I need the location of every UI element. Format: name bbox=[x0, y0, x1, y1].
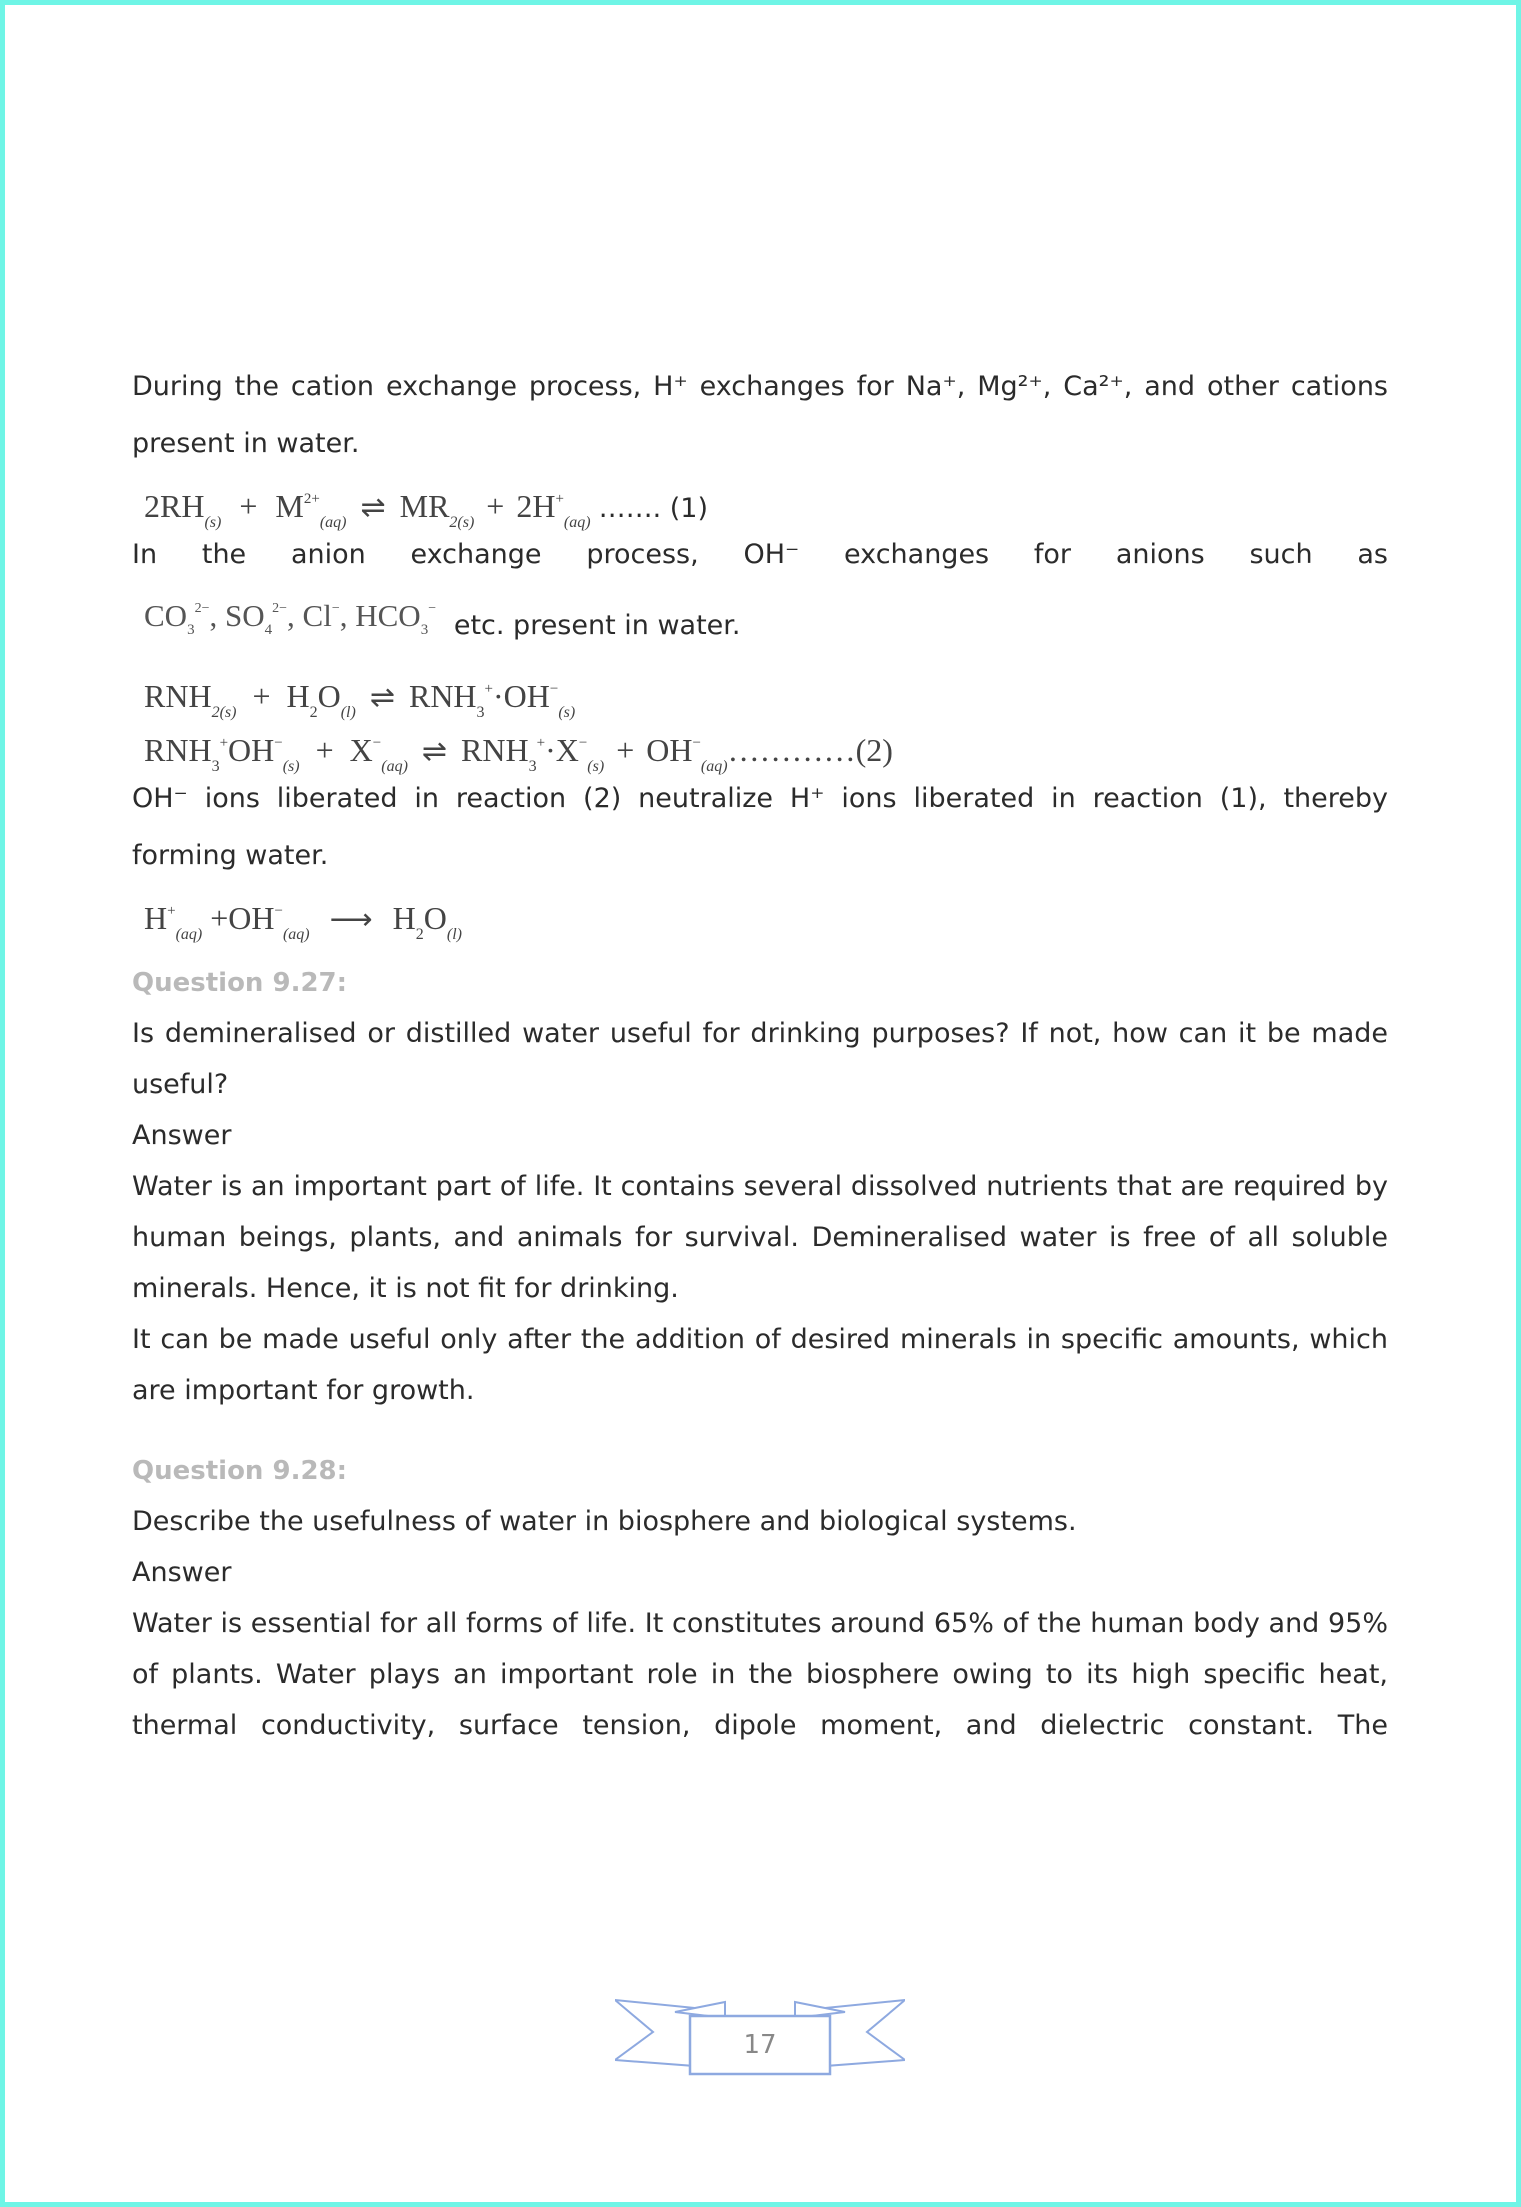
ion-sub: 4 bbox=[264, 622, 273, 638]
eq-charge: + bbox=[484, 681, 493, 697]
question-text: Is demineralised or distilled water useful for drinking purposes? If not, how can it be made useful? bbox=[132, 1018, 1388, 1100]
eq1-charge: 2+ bbox=[303, 491, 320, 507]
eq-state: (s) bbox=[558, 704, 576, 721]
ion-co3: CO bbox=[144, 598, 188, 633]
ion-cl: Cl bbox=[302, 598, 332, 633]
eq-sub: 3 bbox=[211, 758, 220, 775]
answer-paragraph: Water is an important part of life. It contains several dissolved nutrients that are required by human beings, plants, and animals for survival. Demineralised water is free of all soluble minerals. Hence, it is not fit for drinking. bbox=[132, 1171, 1388, 1304]
eq-state: (aq) bbox=[700, 758, 728, 775]
eq1-term: M bbox=[275, 488, 304, 524]
document-content bbox=[132, 358, 1388, 1751]
answer-paragraph: Water is essential for all forms of life. It constitutes around 65% of the human body and 95% of plants. Water plays an important role in the biosphere owing to its high specific heat, thermal conductivity, surface tension, dipole moment, and dielectric constant. The bbox=[132, 1608, 1388, 1741]
eq-charge: − bbox=[578, 735, 588, 751]
eq-plus: + bbox=[616, 732, 635, 768]
ion-sup: − bbox=[331, 601, 340, 616]
anion-list-line bbox=[132, 583, 1388, 656]
eq-plus: + bbox=[210, 900, 229, 936]
eq-charge: − bbox=[692, 735, 701, 751]
eq-charge: + bbox=[219, 735, 229, 751]
eq1-state: (aq) bbox=[319, 514, 347, 531]
cation-exchange-paragraph: During the cation exchange process, H⁺ exchanges for Na⁺, Mg²⁺, Ca²⁺, and other cations present in water. bbox=[132, 371, 1388, 459]
eq-state: (aq) bbox=[282, 926, 310, 943]
eq-term: ·OH bbox=[493, 678, 550, 714]
question-block bbox=[132, 1446, 1388, 1751]
page-number: 17 bbox=[743, 2030, 777, 2060]
ion-sup: 2− bbox=[272, 601, 288, 616]
eq-term: RNH bbox=[408, 678, 477, 714]
eq-term: RNH bbox=[144, 678, 212, 714]
ion-sub: 3 bbox=[187, 622, 195, 638]
eq-state: (l) bbox=[340, 704, 356, 721]
question-label: Question 9.27: bbox=[132, 968, 348, 998]
eq-charge: − bbox=[274, 903, 283, 919]
equation-3 bbox=[132, 884, 1388, 943]
equilibrium-arrow-icon: ⇌ bbox=[421, 735, 448, 768]
eq1-charge: + bbox=[555, 491, 564, 507]
equation-2a bbox=[132, 662, 1388, 721]
eq-charge: + bbox=[167, 903, 176, 919]
anion-exchange-paragraph: In the anion exchange process, OH⁻ exchanges for anions such as bbox=[132, 539, 1388, 570]
eq-charge: − bbox=[274, 735, 283, 751]
question-text: Describe the usefulness of water in biosphere and biological systems. bbox=[132, 1506, 1077, 1537]
eq-sub: 3 bbox=[476, 704, 485, 721]
equilibrium-arrow-icon: ⇌ bbox=[360, 491, 386, 524]
eq-state: (s) bbox=[282, 758, 300, 775]
eq1-state: (aq) bbox=[563, 514, 591, 531]
eq-state: (aq) bbox=[175, 926, 203, 943]
neutralize-paragraph: OH⁻ ions liberated in reaction (2) neutralize H⁺ ions liberated in reaction (1), thereby forming water. bbox=[132, 783, 1388, 871]
eq-state: (l) bbox=[446, 926, 462, 943]
ion-sup: − bbox=[428, 601, 437, 616]
question-block bbox=[132, 958, 1388, 1416]
eq-sub: 3 bbox=[528, 758, 537, 775]
answer-label: Answer bbox=[132, 1120, 232, 1151]
equation-label: ……. (1) bbox=[598, 493, 708, 524]
eq-sub: 2 bbox=[415, 926, 424, 943]
ion-sup: 2− bbox=[194, 601, 210, 616]
equation-label: …………(2) bbox=[727, 732, 893, 768]
eq-term: RNH bbox=[461, 732, 529, 768]
eq-state: (aq) bbox=[381, 758, 408, 775]
eq-plus: + bbox=[252, 678, 271, 714]
eq-term: X bbox=[349, 732, 373, 768]
equation-2b bbox=[132, 716, 1388, 775]
reaction-arrow-icon: ⟶ bbox=[329, 903, 373, 936]
eq1-plus: + bbox=[486, 488, 505, 524]
equation-1 bbox=[132, 472, 1388, 531]
eq-term: RNH bbox=[144, 732, 212, 768]
ion-sub: 3 bbox=[420, 622, 429, 638]
eq-state: (s) bbox=[587, 758, 605, 775]
eq-term: OH bbox=[228, 732, 275, 768]
eq-term: ·X bbox=[545, 732, 579, 768]
equilibrium-arrow-icon: ⇌ bbox=[369, 681, 395, 714]
eq-plus: + bbox=[315, 732, 334, 768]
anion-formulas: $CO_3^{2-}$, $SO_4^{2-}$, Cl−, $HCO_3^-$ bbox=[144, 598, 437, 638]
question-label: Question 9.28: bbox=[132, 1456, 348, 1486]
anion-list-tail: etc. present in water. bbox=[453, 610, 741, 641]
eq1-plus: + bbox=[239, 488, 258, 524]
eq-term: H bbox=[286, 678, 310, 714]
eq-term: OH bbox=[228, 900, 275, 936]
eq-charge: + bbox=[536, 735, 546, 751]
eq-state: 2(s) bbox=[211, 704, 237, 721]
eq1-state: 2(s) bbox=[449, 514, 475, 531]
eq1-state: (s) bbox=[204, 514, 222, 531]
eq-term: O bbox=[317, 678, 341, 714]
eq-term: O bbox=[423, 900, 447, 936]
eq-sub: 2 bbox=[309, 704, 318, 721]
eq1-term: 2H bbox=[516, 488, 556, 524]
eq1-term: 2RH bbox=[144, 488, 205, 524]
eq-term: OH bbox=[646, 732, 693, 768]
eq-charge: − bbox=[372, 735, 382, 751]
answer-paragraph: It can be made useful only after the addition of desired minerals in specific amounts, which are important for growth. bbox=[132, 1324, 1388, 1406]
eq-term: H bbox=[144, 900, 168, 936]
ion-hco3: HCO bbox=[355, 598, 421, 633]
eq-term: H bbox=[392, 900, 416, 936]
eq1-term: MR bbox=[399, 488, 450, 524]
eq-charge: − bbox=[549, 681, 559, 697]
answer-label: Answer bbox=[132, 1557, 232, 1588]
ion-so4: SO bbox=[224, 598, 265, 633]
